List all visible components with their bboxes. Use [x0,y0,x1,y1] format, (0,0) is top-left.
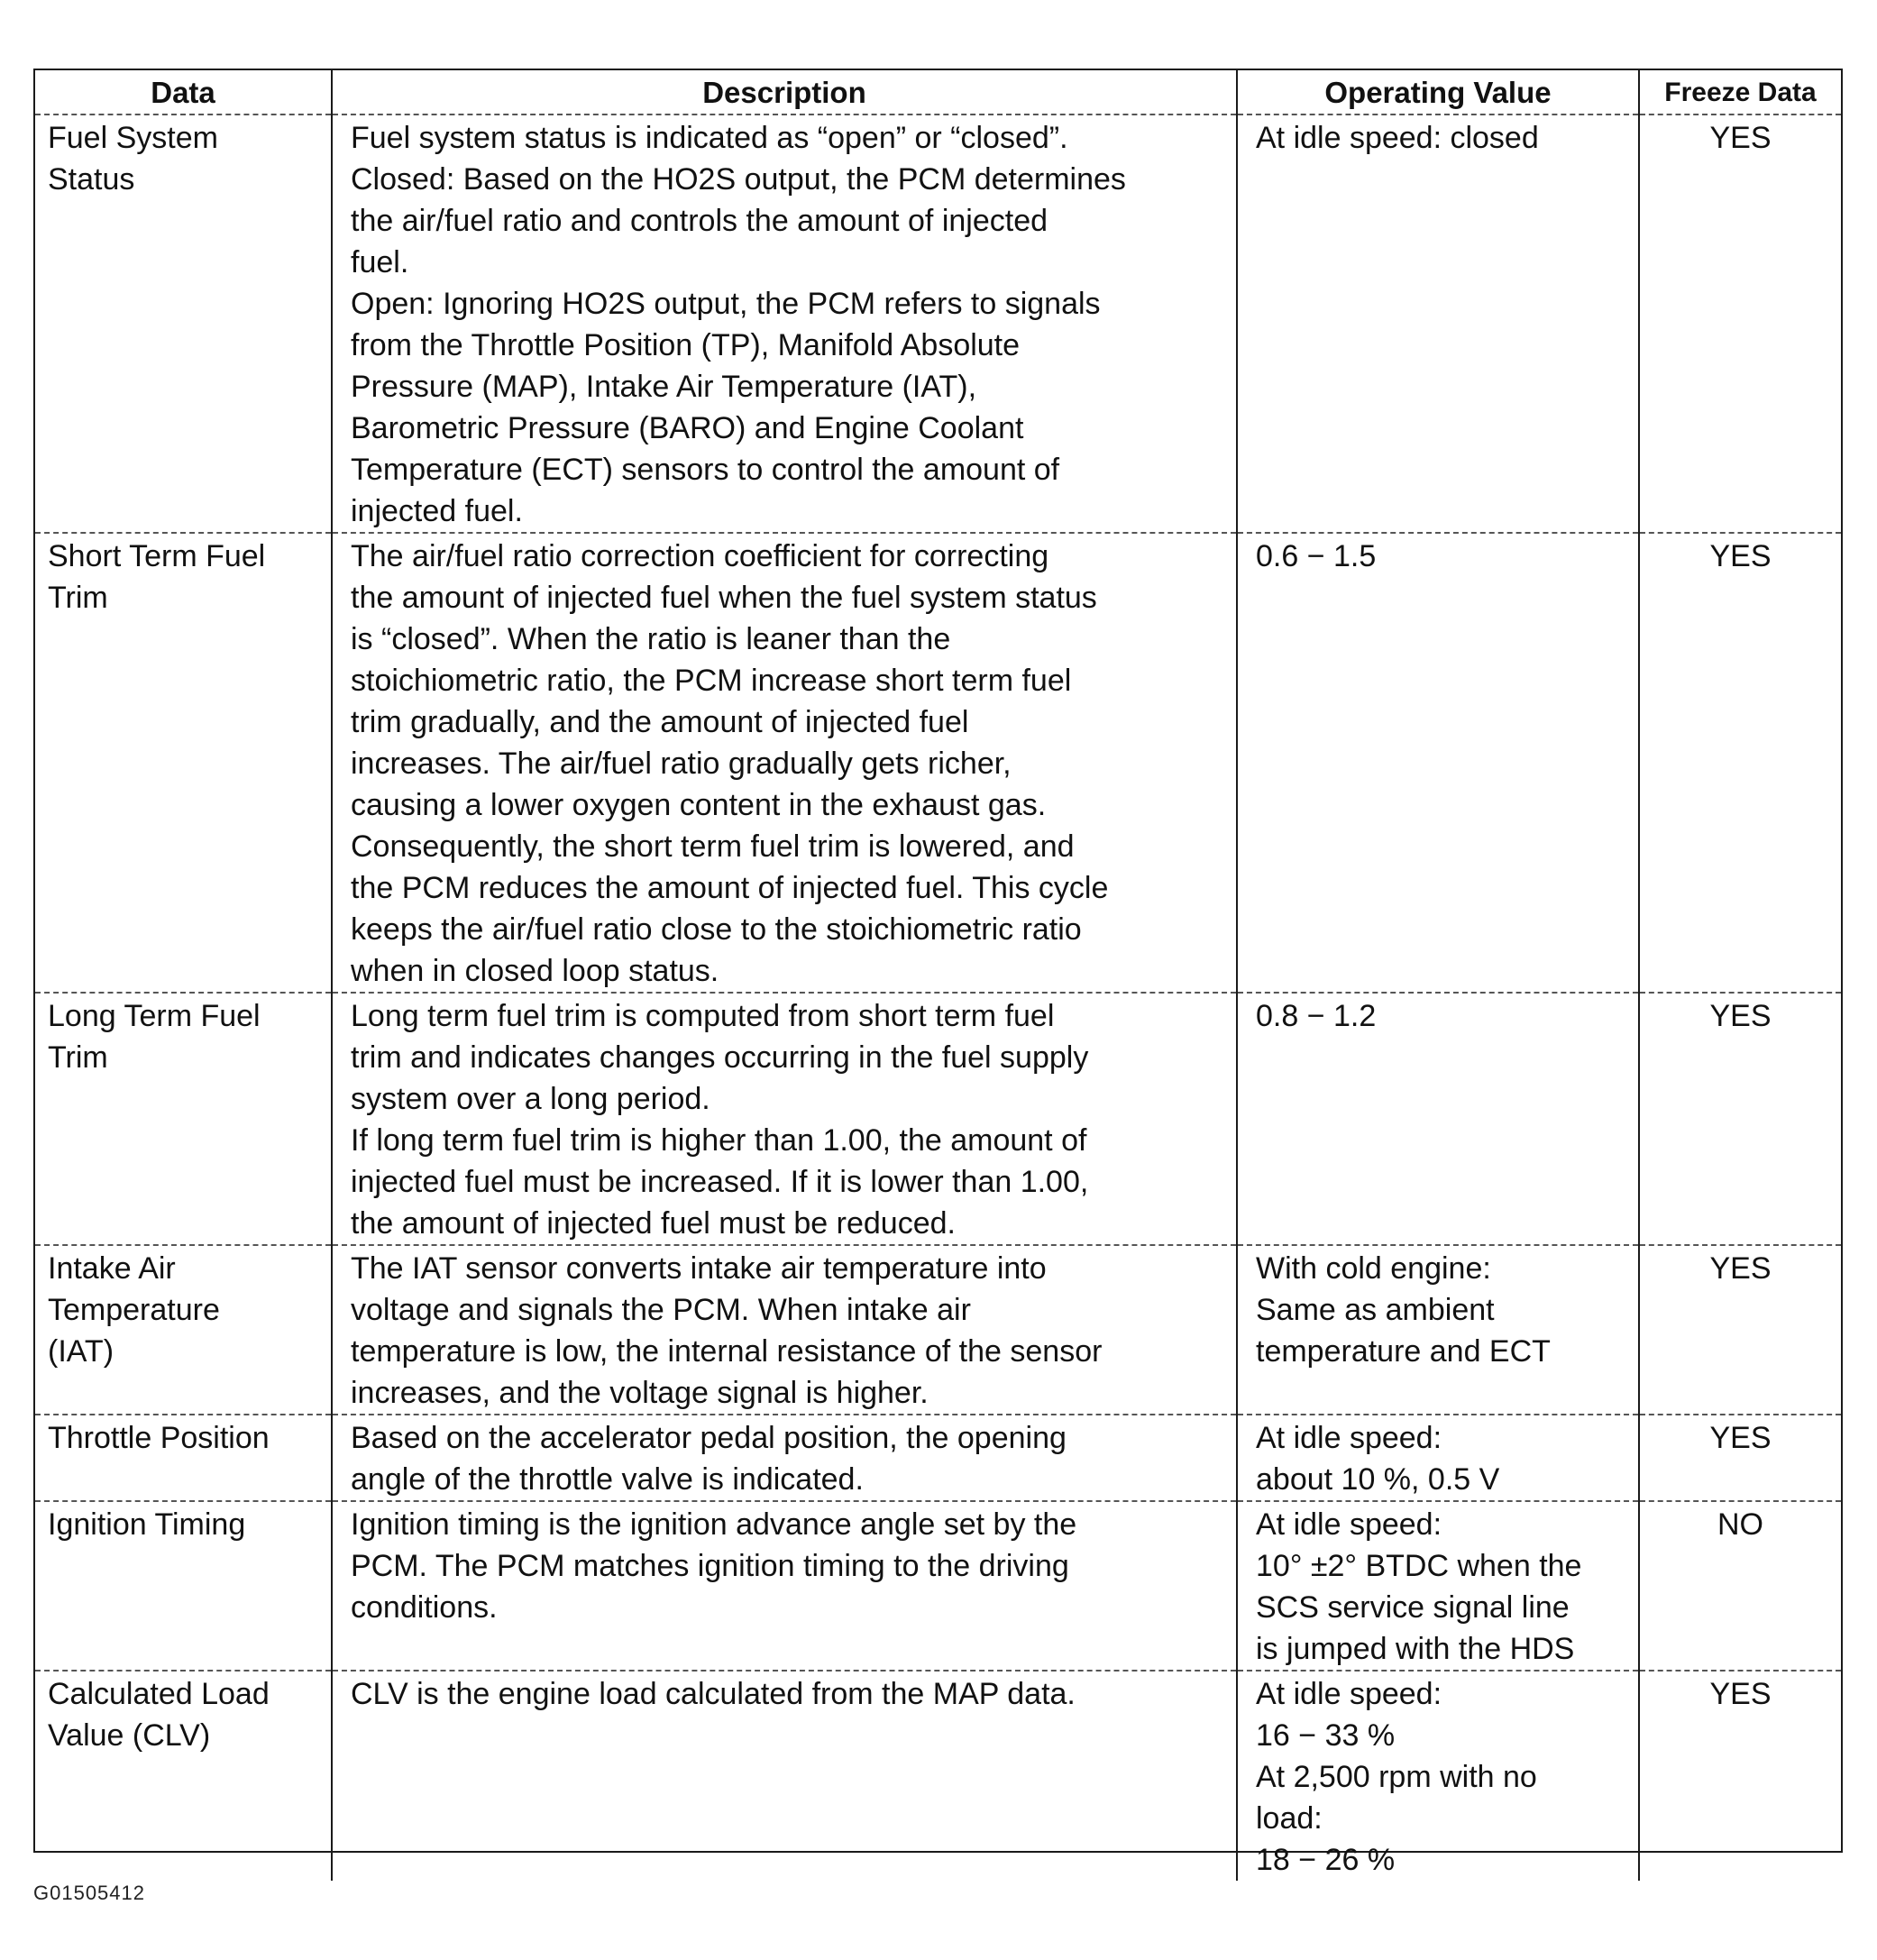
table-row [35,993,1841,1245]
description-text: Fuel system status is indicated as “open” or “closed”. Closed: Based on the HO2S output, the PCM determines the air/fuel ratio and controls the amount of injected fuel. Open: Ignoring HO2S output, the PCM refers to signals from the Throttle Position (TP), Manifold Absolute Pressure (MAP), Intake Air Temperature (IAT), Barometric Pressure (BARO) and Engine Coolant Temperature (ECT) sensors to control the amount of injected fuel. [351,121,1126,528]
operating-value-text: At idle speed: closed [1256,121,1539,155]
freeze-data-cell [1639,1671,1841,1881]
freeze-data-cell [1639,993,1841,1245]
header-description: Description [332,70,1237,114]
description-cell [332,1501,1237,1671]
operating-value-cell [1237,533,1639,993]
operating-value-cell [1237,1671,1639,1881]
header-row [35,70,1841,114]
freeze-data-value: YES [1709,539,1772,573]
data-cell [35,1671,332,1881]
description-cell [332,1415,1237,1501]
freeze-data-cell [1639,1245,1841,1415]
description-text: The IAT sensor converts intake air temperature into voltage and signals the PCM. When intake air temperature is low, the internal resistance of the sensor increases, and the voltage signal is higher. [351,1251,1103,1410]
header-operating-value: Operating Value [1237,70,1639,114]
data-label: Calculated Load Value (CLV) [48,1677,270,1753]
data-cell [35,1245,332,1415]
table-row [35,1671,1841,1881]
freeze-data-value: NO [1717,1507,1763,1542]
operating-value-text: At idle speed: 10° ±2° BTDC when the SCS service signal line is jumped with the HDS [1256,1507,1582,1666]
table-row [35,1501,1841,1671]
freeze-data-cell [1639,533,1841,993]
operating-value-cell [1237,114,1639,533]
header-freeze-data: Freeze Data [1639,70,1841,114]
freeze-data-value: YES [1709,121,1772,155]
data-label: Throttle Position [48,1421,270,1455]
data-label: Ignition Timing [48,1507,246,1542]
description-cell [332,1245,1237,1415]
operating-value-cell [1237,1415,1639,1501]
table-row [35,1415,1841,1501]
data-label: Intake Air Temperature (IAT) [48,1251,220,1369]
freeze-data-cell [1639,1415,1841,1501]
freeze-data-value: YES [1709,1421,1772,1455]
description-text: Long term fuel trim is computed from short term fuel trim and indicates changes occurring in the fuel supply system over a long period. If long term fuel trim is higher than 1.00, the amount of injected fuel must be increased. If it is lower than 1.00, the amount of injected fuel must be reduced. [351,999,1089,1241]
data-cell [35,1415,332,1501]
freeze-data-value: YES [1709,1677,1772,1711]
figure-id-caption: G01505412 [33,1882,145,1904]
data-cell [35,533,332,993]
freeze-data-value: YES [1709,1251,1772,1286]
data-cell [35,993,332,1245]
table-row [35,533,1841,993]
data-label: Short Term Fuel Trim [48,539,266,615]
data-cell [35,1501,332,1671]
operating-value-cell [1237,993,1639,1245]
operating-value-text: 0.6 − 1.5 [1256,539,1377,573]
description-cell [332,993,1237,1245]
operating-value-text: At idle speed: 16 − 33 % At 2,500 rpm with no load: 18 − 26 % [1256,1677,1537,1877]
operating-value-cell [1237,1245,1639,1415]
operating-value-cell [1237,1501,1639,1671]
data-label: Long Term Fuel Trim [48,999,261,1075]
freeze-data-cell [1639,114,1841,533]
description-cell [332,114,1237,533]
freeze-data-cell [1639,1501,1841,1671]
operating-value-text: With cold engine: Same as ambient temperature and ECT [1256,1251,1551,1369]
table-row [35,114,1841,533]
header-data: Data [151,76,215,109]
description-text: The air/fuel ratio correction coefficient for correcting the amount of injected fuel when the fuel system status is “closed”. When the ratio is leaner than the stoichiometric ratio, the PCM increase short term fuel trim gradually, and the amount of injected fuel increases. The air/fuel ratio gradually gets richer, causing a lower oxygen content in the exhaust gas. Consequently, the short term fuel trim is lowered, and the PCM reduces the amount of injected fuel. This cycle keeps the air/fuel ratio close to the stoichiometric ratio when in closed loop status. [351,539,1109,988]
data-cell [35,114,332,533]
freeze-data-value: YES [1709,999,1772,1033]
table-row [35,1245,1841,1415]
operating-value-text: 0.8 − 1.2 [1256,999,1377,1033]
description-cell [332,1671,1237,1881]
description-text: Ignition timing is the ignition advance angle set by the PCM. The PCM matches ignition timing to the driving conditions. [351,1507,1077,1625]
data-table-frame [33,69,1843,1877]
operating-value-text: At idle speed: about 10 %, 0.5 V [1256,1421,1500,1497]
description-text: Based on the accelerator pedal position, the opening angle of the throttle valve is indicated. [351,1421,1067,1497]
pcm-data-table [35,70,1841,1881]
data-label: Fuel System Status [48,121,218,197]
description-cell [332,533,1237,993]
description-text: CLV is the engine load calculated from the MAP data. [351,1677,1076,1711]
